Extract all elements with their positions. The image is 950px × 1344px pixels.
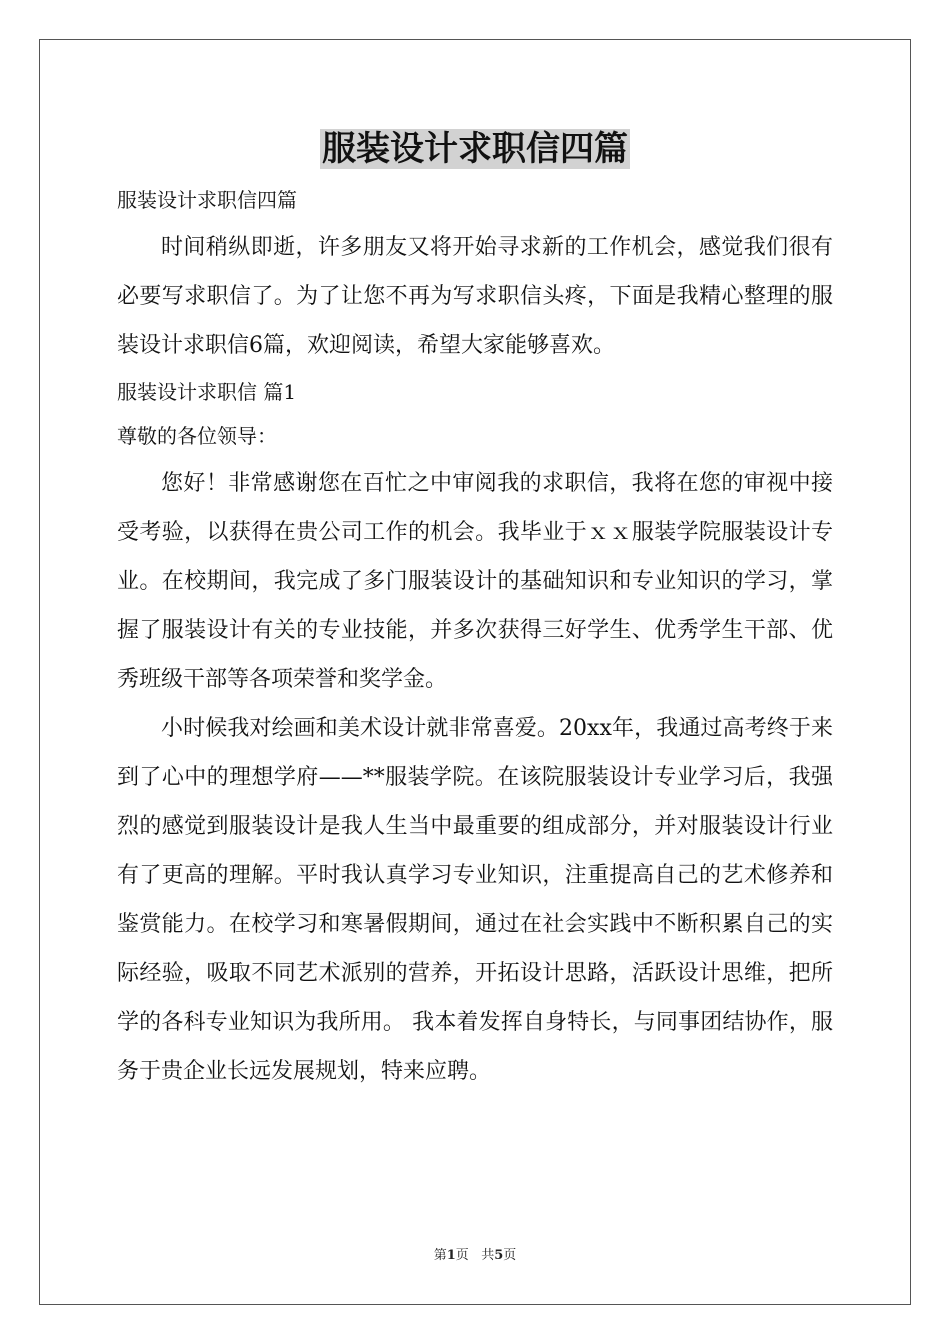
document-body [117, 178, 833, 1096]
body-paragraph-1: 您好！非常感谢您在百忙之中审阅我的求职信，我将在您的审视中接受考验，以获得在贵公司工作的机会。我毕业于ｘｘ服装学院服装设计专业。在校期间，我完成了多门服装设计的基础知识和专业知识的学习，掌握了服装设计有关的专业技能，并多次获得三好学生、优秀学生干部、优秀班级干部等各项荣誉和奖学金。 [117, 470, 833, 692]
page-footer [0, 1246, 950, 1266]
intro-paragraph: 时间稍纵即逝，许多朋友又将开始寻求新的工作机会，感觉我们很有必要写求职信了。为了让您不再为写求职信头疼，下面是我精心整理的服装设计求职信6篇，欢迎阅读，希望大家能够喜欢。 [117, 234, 833, 358]
document-title [0, 124, 950, 174]
section-heading: 服装设计求职信 篇1 [117, 379, 297, 404]
footer-page-number: 1 [446, 1248, 456, 1263]
footer-prefix: 第 [433, 1248, 447, 1263]
footer-total-pages: 5 [494, 1248, 504, 1263]
footer-page-suffix: 页 [455, 1248, 469, 1263]
salutation: 尊敬的各位领导： [117, 424, 277, 448]
document-title-text: 服装设计求职信四篇 [322, 129, 628, 169]
body-paragraph-2: 小时候我对绘画和美术设计就非常喜爱。20xx年，我通过高考终于来到了心中的理想学府——**服装学院。在该院服装设计专业学习后，我强烈的感觉到服装设计是我人生当中最重要的组成部分，并对服装设计行业有了更高的理解。平时我认真学习专业知识，注重提高自己的艺术修养和鉴赏能力。在校学习和寒暑假期间，通过在社会实践中不断积累自己的实际经验，吸取不同艺术派别的营养，开拓设计思路，活跃设计思维，把所学的各科专业知识为我所用。 我本着发挥自身特长，与同事团结协作，服务于贵企业长远发展规划，特来应聘。 [117, 715, 833, 1084]
document-subtitle: 服装设计求职信四篇 [117, 188, 297, 212]
footer-total-prefix: 共 [481, 1248, 495, 1263]
footer-total-suffix: 页 [503, 1248, 517, 1263]
